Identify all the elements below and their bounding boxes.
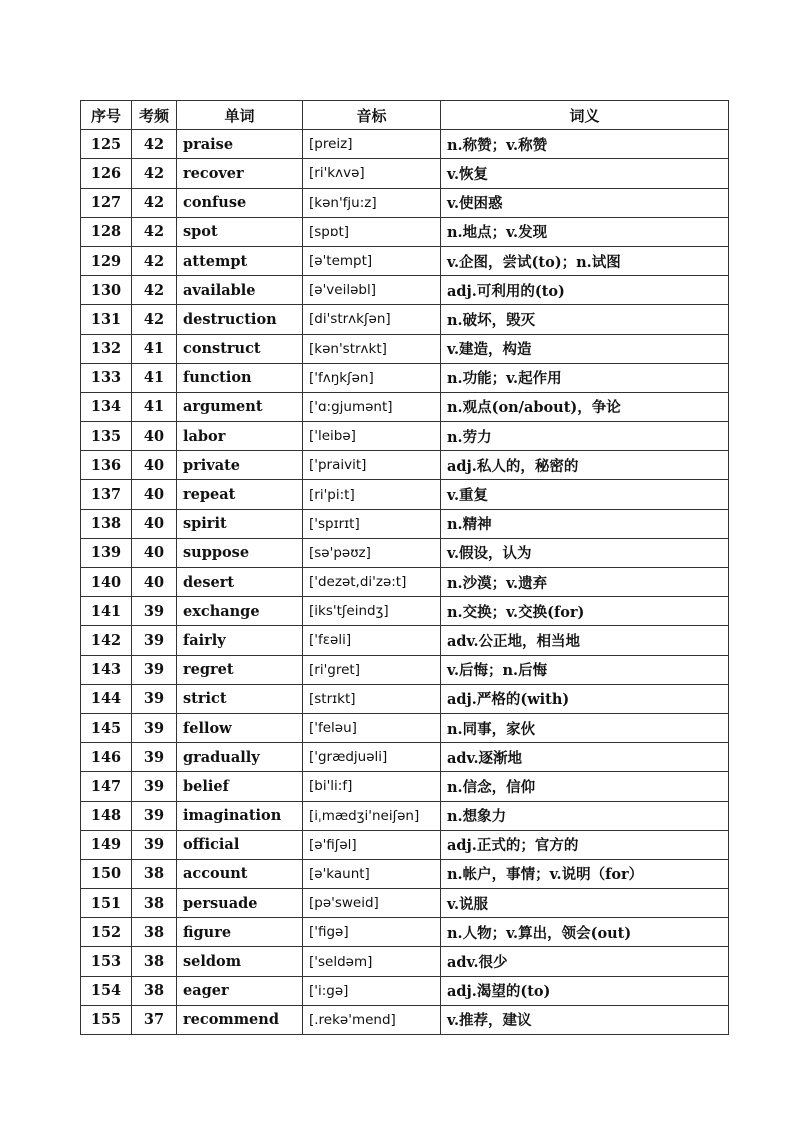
table-row bbox=[81, 976, 729, 1005]
header-word: 单词 bbox=[177, 101, 303, 130]
word-meaning: adv.逐渐地 bbox=[441, 743, 729, 772]
table-row bbox=[81, 947, 729, 976]
word-phonetic: ['figə] bbox=[303, 918, 441, 947]
word-frequency: 39 bbox=[132, 772, 177, 801]
header-phonetic: 音标 bbox=[303, 101, 441, 130]
word-meaning: v.后悔；n.后悔 bbox=[441, 655, 729, 684]
word-frequency: 39 bbox=[132, 655, 177, 684]
word-number: 129 bbox=[81, 246, 132, 275]
word-number: 130 bbox=[81, 276, 132, 305]
word-number: 137 bbox=[81, 480, 132, 509]
word-number: 134 bbox=[81, 392, 132, 421]
word-phonetic: [ə'kaunt] bbox=[303, 859, 441, 888]
table-row bbox=[81, 830, 729, 859]
word-meaning: adj.正式的；官方的 bbox=[441, 830, 729, 859]
word-meaning: n.破坏，毁灭 bbox=[441, 305, 729, 334]
word-number: 128 bbox=[81, 217, 132, 246]
word-text: destruction bbox=[177, 305, 303, 334]
word-frequency: 37 bbox=[132, 1005, 177, 1034]
word-text: labor bbox=[177, 422, 303, 451]
word-meaning: adv.很少 bbox=[441, 947, 729, 976]
table-row bbox=[81, 713, 729, 742]
word-frequency: 40 bbox=[132, 538, 177, 567]
word-frequency: 38 bbox=[132, 889, 177, 918]
vocabulary-table bbox=[80, 100, 729, 1035]
word-frequency: 38 bbox=[132, 976, 177, 1005]
word-meaning: v.建造，构造 bbox=[441, 334, 729, 363]
word-text: recommend bbox=[177, 1005, 303, 1034]
word-number: 142 bbox=[81, 626, 132, 655]
word-text: available bbox=[177, 276, 303, 305]
table-row bbox=[81, 217, 729, 246]
word-phonetic: ['spɪrɪt] bbox=[303, 509, 441, 538]
word-phonetic: [ə'tempt] bbox=[303, 246, 441, 275]
word-frequency: 39 bbox=[132, 713, 177, 742]
word-frequency: 41 bbox=[132, 392, 177, 421]
word-frequency: 39 bbox=[132, 597, 177, 626]
word-number: 150 bbox=[81, 859, 132, 888]
word-frequency: 42 bbox=[132, 276, 177, 305]
word-meaning: adv.公正地，相当地 bbox=[441, 626, 729, 655]
word-meaning: v.恢复 bbox=[441, 159, 729, 188]
word-number: 151 bbox=[81, 889, 132, 918]
word-phonetic: ['grædjuəli] bbox=[303, 743, 441, 772]
word-number: 143 bbox=[81, 655, 132, 684]
word-text: imagination bbox=[177, 801, 303, 830]
word-phonetic: [.rekə'mend] bbox=[303, 1005, 441, 1034]
word-text: eager bbox=[177, 976, 303, 1005]
word-frequency: 41 bbox=[132, 363, 177, 392]
word-text: spot bbox=[177, 217, 303, 246]
table-row bbox=[81, 451, 729, 480]
word-phonetic: [preiz] bbox=[303, 130, 441, 159]
word-frequency: 40 bbox=[132, 422, 177, 451]
word-meaning: n.地点；v.发现 bbox=[441, 217, 729, 246]
word-text: private bbox=[177, 451, 303, 480]
word-text: persuade bbox=[177, 889, 303, 918]
table-row bbox=[81, 392, 729, 421]
word-number: 132 bbox=[81, 334, 132, 363]
word-phonetic: [ri'kʌvə] bbox=[303, 159, 441, 188]
word-frequency: 42 bbox=[132, 246, 177, 275]
word-frequency: 39 bbox=[132, 626, 177, 655]
table-row bbox=[81, 246, 729, 275]
word-meaning: v.说服 bbox=[441, 889, 729, 918]
table-row bbox=[81, 480, 729, 509]
word-phonetic: ['fεəli] bbox=[303, 626, 441, 655]
word-phonetic: [pə'sweid] bbox=[303, 889, 441, 918]
table-row bbox=[81, 655, 729, 684]
word-text: strict bbox=[177, 684, 303, 713]
word-phonetic: [ə'fiʃəl] bbox=[303, 830, 441, 859]
word-number: 135 bbox=[81, 422, 132, 451]
vocabulary-rows bbox=[81, 130, 729, 1035]
word-phonetic: ['seldəm] bbox=[303, 947, 441, 976]
word-text: figure bbox=[177, 918, 303, 947]
word-meaning: v.推荐，建议 bbox=[441, 1005, 729, 1034]
word-text: praise bbox=[177, 130, 303, 159]
table-row bbox=[81, 159, 729, 188]
word-frequency: 42 bbox=[132, 159, 177, 188]
word-number: 136 bbox=[81, 451, 132, 480]
word-number: 144 bbox=[81, 684, 132, 713]
word-meaning: n.观点(on/about)，争论 bbox=[441, 392, 729, 421]
word-text: account bbox=[177, 859, 303, 888]
word-phonetic: ['i:gə] bbox=[303, 976, 441, 1005]
word-number: 147 bbox=[81, 772, 132, 801]
word-phonetic: [ri'pi:t] bbox=[303, 480, 441, 509]
word-text: gradually bbox=[177, 743, 303, 772]
word-number: 139 bbox=[81, 538, 132, 567]
table-row bbox=[81, 422, 729, 451]
word-phonetic: ['dezət,di'zə:t] bbox=[303, 568, 441, 597]
word-text: fairly bbox=[177, 626, 303, 655]
word-text: recover bbox=[177, 159, 303, 188]
word-frequency: 38 bbox=[132, 859, 177, 888]
word-number: 149 bbox=[81, 830, 132, 859]
word-number: 127 bbox=[81, 188, 132, 217]
word-text: attempt bbox=[177, 246, 303, 275]
word-phonetic: ['fʌŋkʃən] bbox=[303, 363, 441, 392]
word-text: spirit bbox=[177, 509, 303, 538]
word-text: suppose bbox=[177, 538, 303, 567]
word-text: confuse bbox=[177, 188, 303, 217]
word-number: 138 bbox=[81, 509, 132, 538]
table-row bbox=[81, 684, 729, 713]
header-frequency: 考频 bbox=[132, 101, 177, 130]
table-row bbox=[81, 334, 729, 363]
word-text: exchange bbox=[177, 597, 303, 626]
word-text: official bbox=[177, 830, 303, 859]
word-meaning: n.称赞；v.称赞 bbox=[441, 130, 729, 159]
word-number: 146 bbox=[81, 743, 132, 772]
word-frequency: 42 bbox=[132, 217, 177, 246]
word-meaning: v.使困惑 bbox=[441, 188, 729, 217]
word-frequency: 38 bbox=[132, 918, 177, 947]
word-number: 148 bbox=[81, 801, 132, 830]
word-text: argument bbox=[177, 392, 303, 421]
table-row bbox=[81, 130, 729, 159]
word-number: 133 bbox=[81, 363, 132, 392]
word-meaning: v.重复 bbox=[441, 480, 729, 509]
word-meaning: n.帐户，事情；v.说明（for） bbox=[441, 859, 729, 888]
word-meaning: n.劳力 bbox=[441, 422, 729, 451]
word-text: fellow bbox=[177, 713, 303, 742]
word-meaning: n.精神 bbox=[441, 509, 729, 538]
word-number: 141 bbox=[81, 597, 132, 626]
word-number: 153 bbox=[81, 947, 132, 976]
table-row bbox=[81, 188, 729, 217]
word-frequency: 39 bbox=[132, 743, 177, 772]
word-meaning: n.人物；v.算出，领会(out) bbox=[441, 918, 729, 947]
table-row bbox=[81, 859, 729, 888]
word-meaning: adj.渴望的(to) bbox=[441, 976, 729, 1005]
word-phonetic: [ə'veiləbl] bbox=[303, 276, 441, 305]
word-number: 155 bbox=[81, 1005, 132, 1034]
word-text: construct bbox=[177, 334, 303, 363]
word-meaning: n.功能；v.起作用 bbox=[441, 363, 729, 392]
word-phonetic: [sə'pəʊz] bbox=[303, 538, 441, 567]
word-number: 145 bbox=[81, 713, 132, 742]
table-row bbox=[81, 363, 729, 392]
word-phonetic: ['leibə] bbox=[303, 422, 441, 451]
word-frequency: 39 bbox=[132, 684, 177, 713]
word-phonetic: [ri'gret] bbox=[303, 655, 441, 684]
word-text: regret bbox=[177, 655, 303, 684]
word-frequency: 40 bbox=[132, 480, 177, 509]
word-phonetic: ['feləu] bbox=[303, 713, 441, 742]
word-meaning: adj.严格的(with) bbox=[441, 684, 729, 713]
word-text: repeat bbox=[177, 480, 303, 509]
word-phonetic: [di'strʌkʃən] bbox=[303, 305, 441, 334]
word-phonetic: [spɒt] bbox=[303, 217, 441, 246]
word-meaning: n.同事，家伙 bbox=[441, 713, 729, 742]
table-row bbox=[81, 772, 729, 801]
word-phonetic: [kən'strʌkt] bbox=[303, 334, 441, 363]
word-frequency: 40 bbox=[132, 509, 177, 538]
word-phonetic: ['ɑ:gjumənt] bbox=[303, 392, 441, 421]
header-row bbox=[81, 101, 729, 130]
table-row bbox=[81, 597, 729, 626]
word-number: 154 bbox=[81, 976, 132, 1005]
word-meaning: v.假设，认为 bbox=[441, 538, 729, 567]
word-phonetic: ['praivit] bbox=[303, 451, 441, 480]
header-number: 序号 bbox=[81, 101, 132, 130]
table-row bbox=[81, 918, 729, 947]
table-row bbox=[81, 509, 729, 538]
table-row bbox=[81, 538, 729, 567]
word-number: 126 bbox=[81, 159, 132, 188]
header-meaning: 词义 bbox=[441, 101, 729, 130]
word-meaning: n.沙漠；v.遗弃 bbox=[441, 568, 729, 597]
word-frequency: 42 bbox=[132, 130, 177, 159]
word-frequency: 41 bbox=[132, 334, 177, 363]
word-text: function bbox=[177, 363, 303, 392]
word-meaning: n.信念，信仰 bbox=[441, 772, 729, 801]
word-number: 140 bbox=[81, 568, 132, 597]
word-meaning: adj.私人的，秘密的 bbox=[441, 451, 729, 480]
word-phonetic: [iˌmædʒi'neiʃən] bbox=[303, 801, 441, 830]
word-phonetic: [bi'li:f] bbox=[303, 772, 441, 801]
word-meaning: adj.可利用的(to) bbox=[441, 276, 729, 305]
word-meaning: v.企图，尝试(to)；n.试图 bbox=[441, 246, 729, 275]
word-phonetic: [strɪkt] bbox=[303, 684, 441, 713]
word-frequency: 40 bbox=[132, 451, 177, 480]
table-row bbox=[81, 276, 729, 305]
word-frequency: 38 bbox=[132, 947, 177, 976]
table-row bbox=[81, 801, 729, 830]
word-text: belief bbox=[177, 772, 303, 801]
word-meaning: n.想象力 bbox=[441, 801, 729, 830]
table-row bbox=[81, 743, 729, 772]
word-frequency: 39 bbox=[132, 830, 177, 859]
word-text: desert bbox=[177, 568, 303, 597]
word-frequency: 40 bbox=[132, 568, 177, 597]
word-phonetic: [iks'tʃeindʒ] bbox=[303, 597, 441, 626]
word-frequency: 39 bbox=[132, 801, 177, 830]
word-frequency: 42 bbox=[132, 188, 177, 217]
word-number: 125 bbox=[81, 130, 132, 159]
word-number: 152 bbox=[81, 918, 132, 947]
word-meaning: n.交换；v.交换(for) bbox=[441, 597, 729, 626]
table-row bbox=[81, 305, 729, 334]
word-text: seldom bbox=[177, 947, 303, 976]
table-row bbox=[81, 626, 729, 655]
word-phonetic: [kən'fju:z] bbox=[303, 188, 441, 217]
word-frequency: 42 bbox=[132, 305, 177, 334]
table-row bbox=[81, 1005, 729, 1034]
word-number: 131 bbox=[81, 305, 132, 334]
table-row bbox=[81, 568, 729, 597]
table-row bbox=[81, 889, 729, 918]
